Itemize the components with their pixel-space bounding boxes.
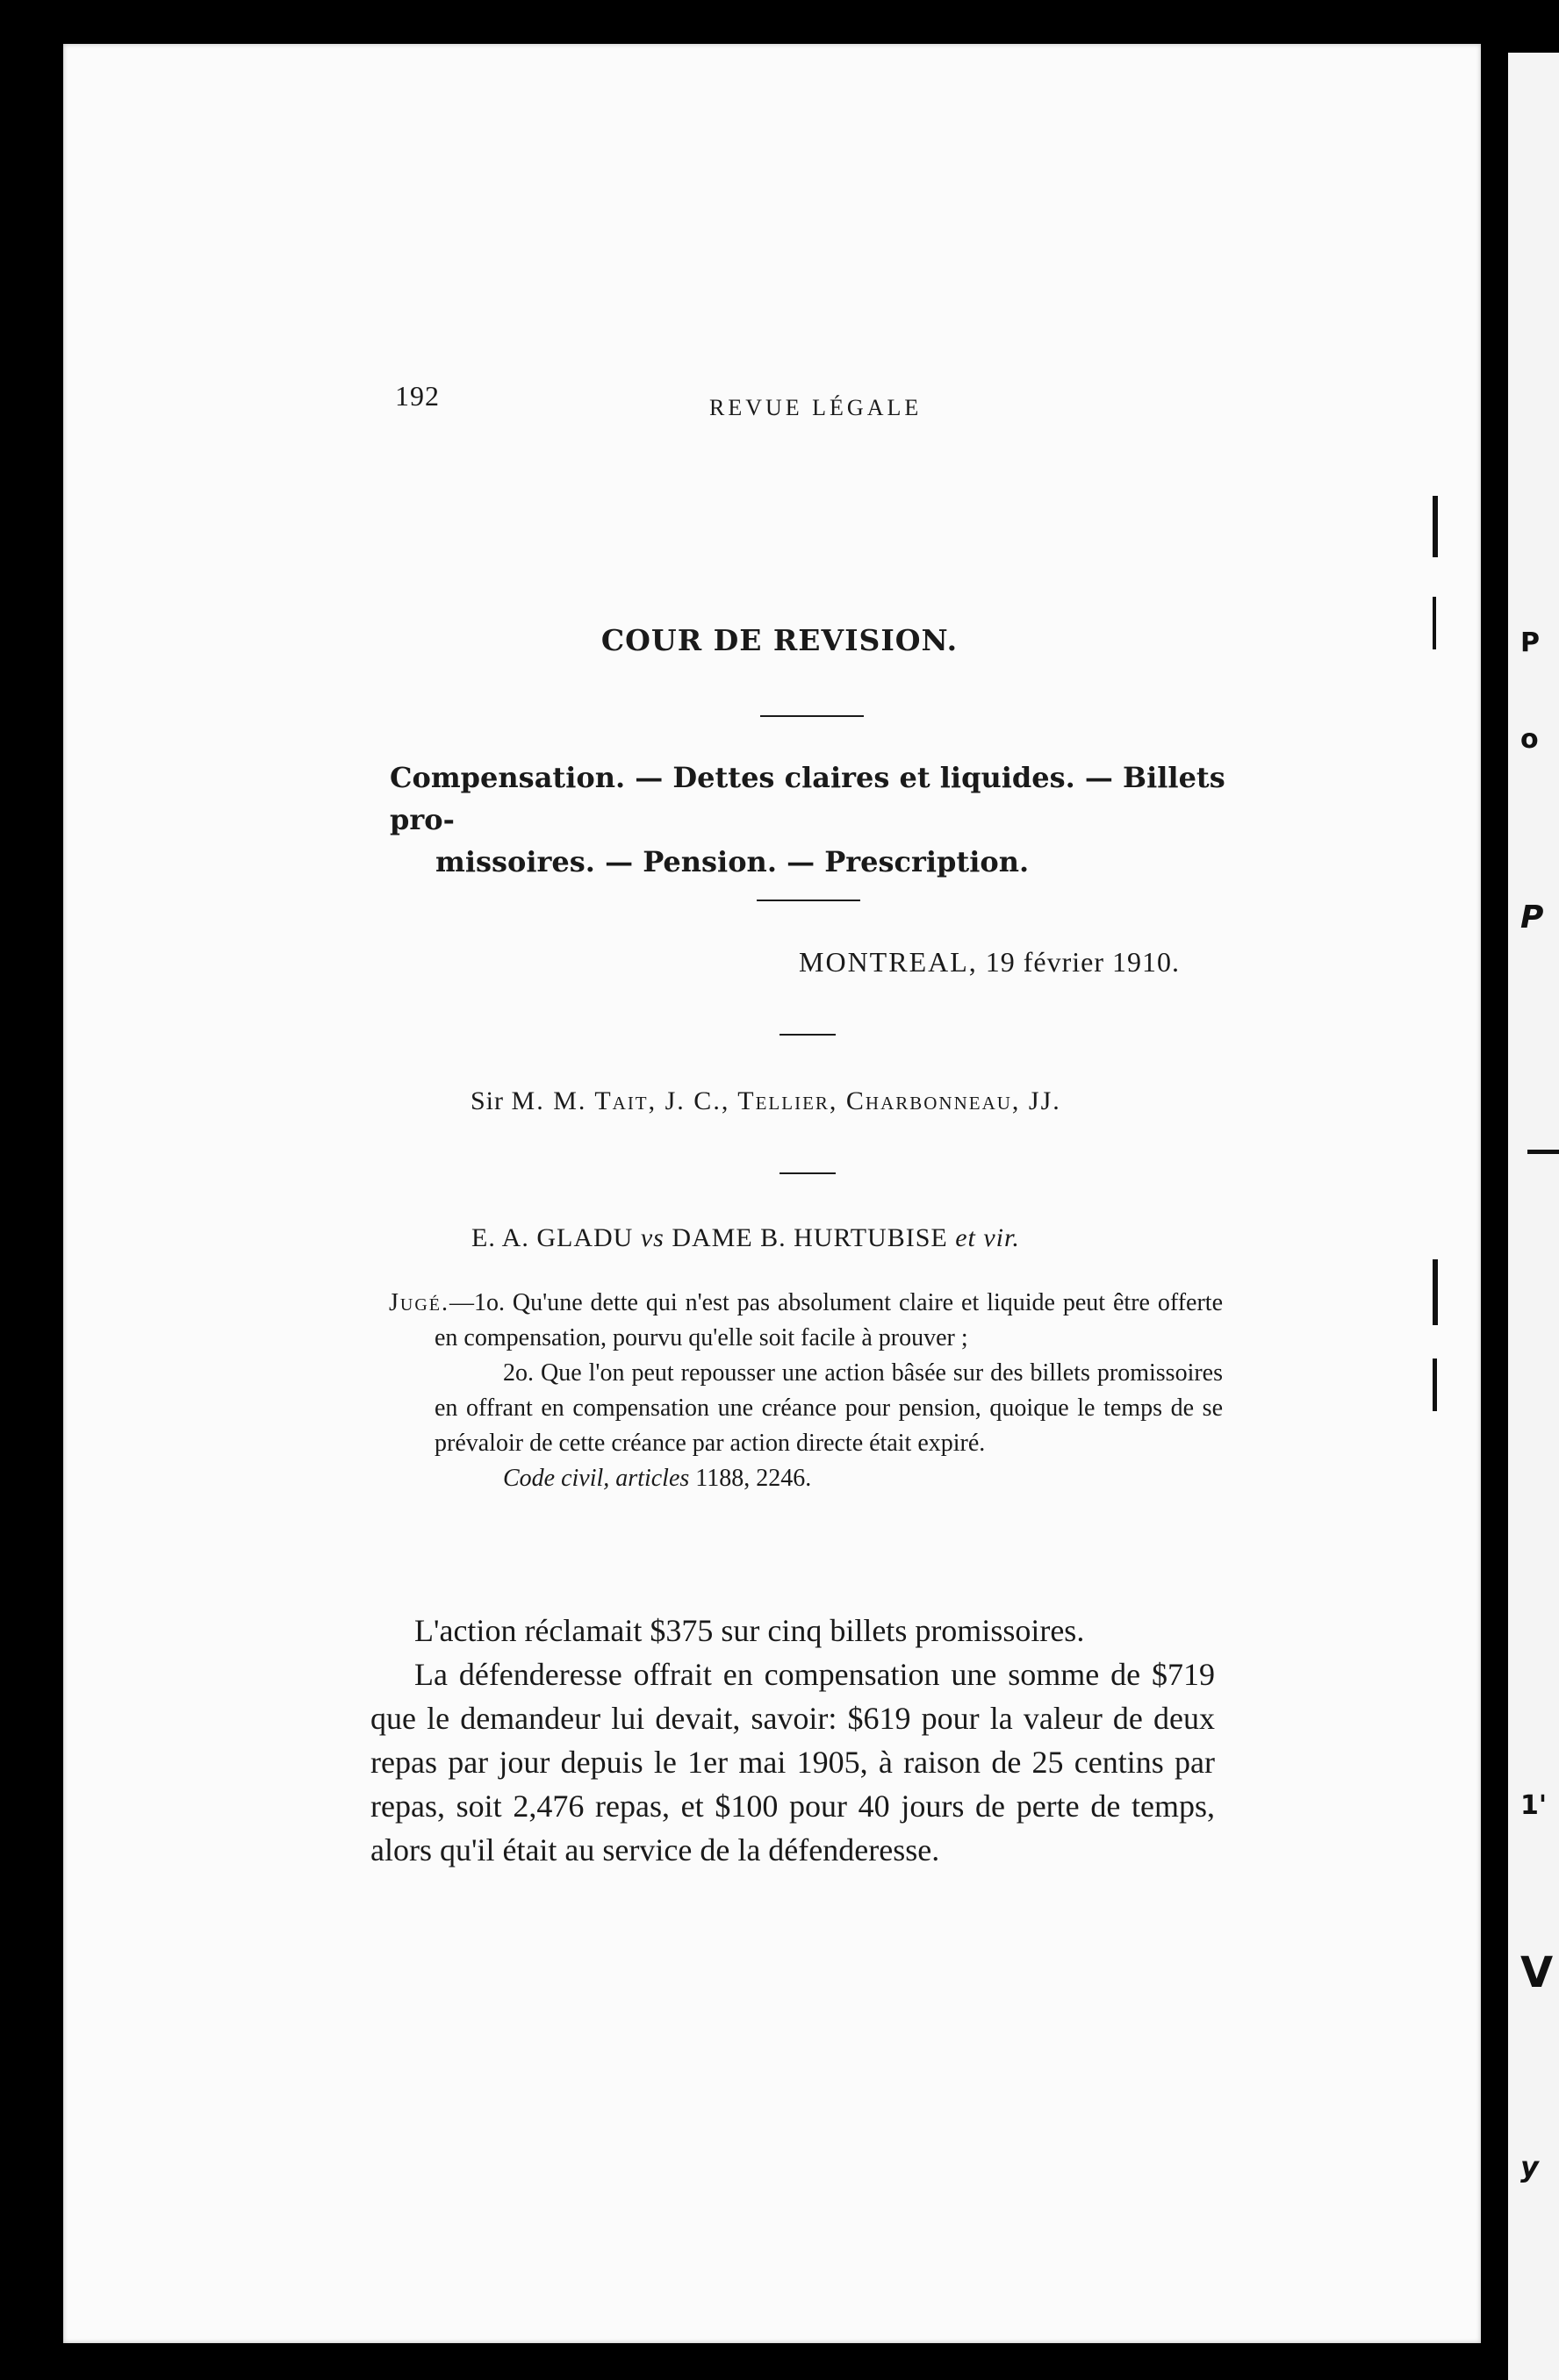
- headnote: [389, 1286, 1223, 1496]
- adjacent-page-strip: [1508, 53, 1559, 2380]
- document-page: [63, 44, 1481, 2343]
- judges-line: [471, 1086, 1061, 1116]
- section-rule: [760, 715, 864, 717]
- headnote-point-1-text: —1o. Qu'une dette qui n'est pas absolument claire et liquide peut être offerte en compensation, pourvu qu'elle soit facile à prouver ;: [435, 1289, 1223, 1351]
- gutter-mark: [1433, 496, 1438, 557]
- adjacent-rule: [1527, 1150, 1559, 1154]
- paragraph: L'action réclamait $375 sur cinq billets promissoires.: [414, 1613, 1085, 1648]
- adjacent-fragment: P: [1520, 900, 1544, 936]
- subject-heading: [390, 756, 1232, 883]
- section-rule: [780, 1172, 836, 1174]
- gutter-mark: [1433, 1259, 1438, 1325]
- place: MONTREAL,: [799, 946, 978, 978]
- body-text: [370, 1609, 1215, 1872]
- citation-refs: 1188, 2246.: [695, 1465, 812, 1492]
- page-number: 192: [395, 380, 440, 412]
- citation-label: Code civil, articles: [503, 1465, 690, 1492]
- adjacent-fragment: o: [1520, 724, 1539, 755]
- subject-line-2: missoires. — Pension. — Prescription.: [435, 845, 1030, 878]
- versus: vs: [640, 1223, 665, 1252]
- adjacent-fragment: P: [1520, 627, 1540, 658]
- adjacent-fragment: y: [1520, 2150, 1539, 2183]
- adjacent-fragment: V: [1520, 1948, 1554, 1997]
- section-rule: [757, 900, 860, 901]
- court-title: COUR DE REVISION.: [600, 623, 959, 657]
- judges-prefix: Sir: [471, 1086, 505, 1115]
- plaintiff: E. A. GLADU: [471, 1223, 634, 1252]
- case-parties: [471, 1223, 1020, 1253]
- adjacent-fragment: 1': [1520, 1790, 1548, 1821]
- defendant: DAME B. HURTUBISE: [672, 1223, 948, 1252]
- judges-names: M. M. Tait, J. C., Tellier, Charbonneau, JJ.: [511, 1086, 1061, 1115]
- headnote-point-2: 2o. Que l'on peut repousser une action bâsée sur des billets promissoires en offrant en compensation une créance pour pension, quoique le temps de se prévaloir de cette créance par action directe était expiré.: [435, 1359, 1223, 1457]
- party-suffix: et vir.: [955, 1223, 1020, 1252]
- gutter-mark: [1433, 1358, 1437, 1411]
- section-rule: [780, 1034, 836, 1036]
- running-head: REVUE LÉGALE: [709, 395, 923, 420]
- headnote-label: Jugé.: [389, 1289, 449, 1316]
- headnote-citation: [389, 1461, 1223, 1496]
- headnote-point-1: [389, 1286, 1223, 1356]
- place-date: [799, 946, 1180, 979]
- paragraph: La défenderesse offrait en compensation une somme de $719 que le demandeur lui devait, savoir: $619 pour la valeur de deux repas par jour depuis le 1er mai 1905, à raison de 25 centins par repas, soit 2,476 repas, et $100 pour 40 jours de perte de temps, alors qu'il était au service de la défenderesse.: [370, 1657, 1215, 1867]
- date: 19 février 1910.: [985, 946, 1181, 978]
- subject-line-1: Compensation. — Dettes claires et liquides. — Billets pro-: [390, 761, 1225, 836]
